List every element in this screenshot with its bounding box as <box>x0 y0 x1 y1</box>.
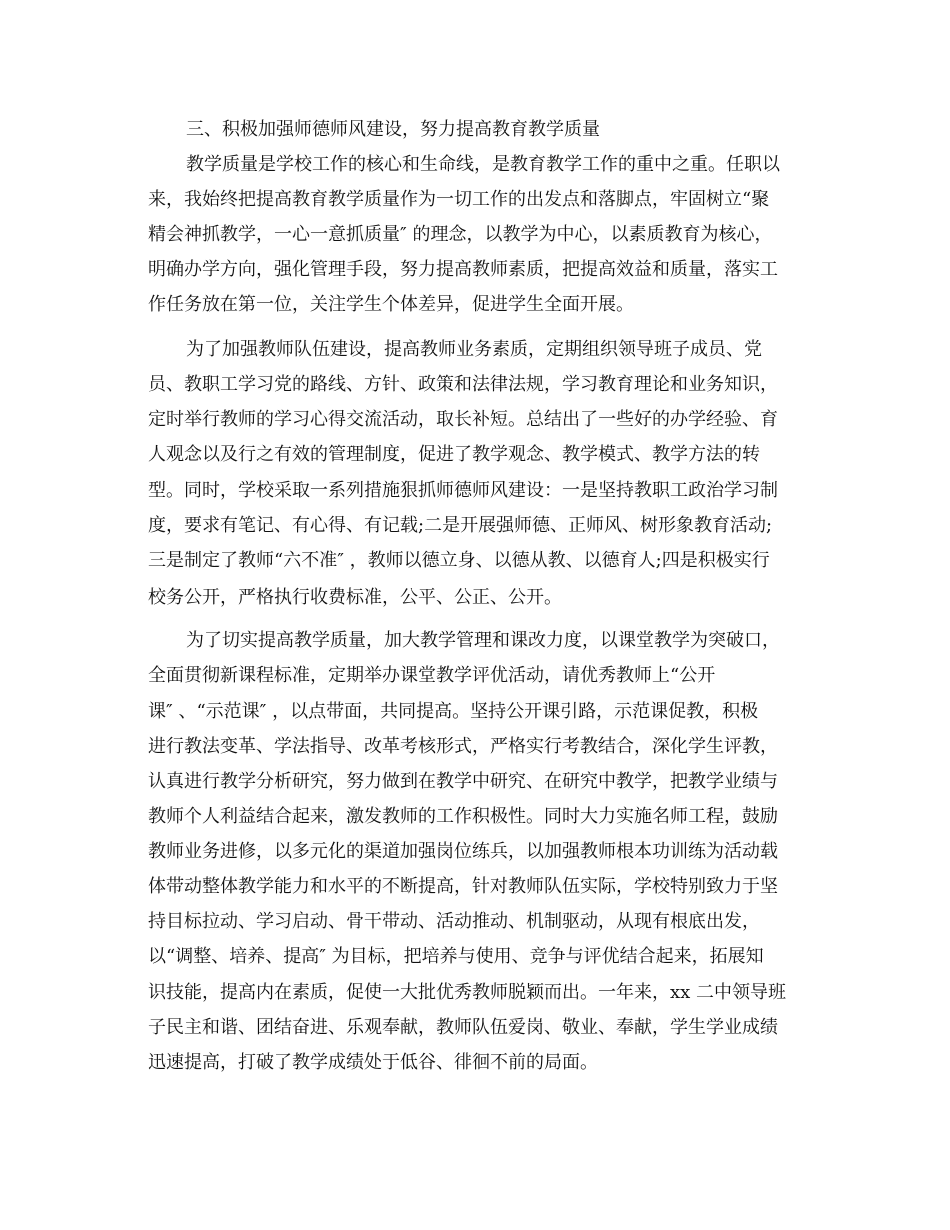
paragraph-3-line-11: 识技能，提高内在素质，促使一大批优秀教师脱颖而出。一年来，xx 二中领导班 <box>148 982 787 1003</box>
paragraph-1-line-5: 作任务放在第一位，关注学生个体差异，促进学生全面开展。 <box>148 294 634 315</box>
paragraph-3-line-1: 为了切实提高教学质量，加大教学管理和课改力度，以课堂教学为突破口， <box>186 630 780 651</box>
paragraph-3-line-13: 迅速提高，打破了教学成绩处于低谷、徘徊不前的局面。 <box>148 1052 598 1073</box>
paragraph-3-line-5: 认真进行教学分析研究，努力做到在教学中研究、在研究中教学，把教学业绩与 <box>148 771 778 792</box>
paragraph-2-line-1: 为了加强教师队伍建设，提高教师业务素质，定期组织领导班子成员、党 <box>186 339 762 360</box>
paragraph-3-line-4: 进行教法变革、学法指导、改革考核形式，严格实行考教结合，深化学生评教， <box>148 736 778 757</box>
paragraph-3-line-12: 子民主和谐、团结奋进、乐观奉献，教师队伍爱岗、敬业、奉献，学生学业成绩 <box>148 1017 778 1038</box>
paragraph-3-line-9: 持目标拉动、学习启动、骨干带动、活动推动、机制驱动，从现有根底出发， <box>148 911 760 932</box>
paragraph-2-line-2: 员、教职工学习党的路线、方针、政策和法律法规，学习教育理论和业务知识， <box>148 374 778 395</box>
paragraph-1-line-4: 明确办学方向，强化管理手段，努力提高教师素质，把提高效益和质量，落实工 <box>148 259 778 280</box>
paragraph-2-line-4: 人观念以及行之有效的管理制度，促进了教学观念、教学模式、教学方法的转 <box>148 444 760 465</box>
paragraph-1-line-3: 精会神抓教学，一心一意抓质量″ 的理念，以教学为中心，以素质教育为核心， <box>148 224 773 245</box>
paragraph-2-line-8: 校务公开，严格执行收费标准，公平、公正、公开。 <box>148 587 562 608</box>
paragraph-3-line-2: 全面贯彻新课程标准，定期举办课堂教学评优活动，请优秀教师上“公开 <box>148 665 716 686</box>
paragraph-1-line-1: 教学质量是学校工作的核心和生命线，是教育教学工作的重中之重。任职以 <box>186 154 780 175</box>
paragraph-2-line-3: 定时举行教师的学习心得交流活动，取长补短。总结出了一些好的办学经验、育 <box>148 409 778 430</box>
paragraph-2-line-6: 度，要求有笔记、有心得、有记载;二是开展强师德、正师风、树形象教育活动; <box>148 515 773 536</box>
section-heading: 三、积极加强师德师风建设，努力提高教育教学质量 <box>186 119 600 140</box>
paragraph-2-line-5: 型。同时，学校采取一系列措施狠抓师德师风建设：一是坚持教职工政治学习制 <box>148 480 778 501</box>
paragraph-3-line-8: 体带动整体教学能力和水平的不断提高，针对教师队伍实际，学校特别致力于坚 <box>148 876 778 897</box>
paragraph-3-line-7: 教师业务进修，以多元化的渠道加强岗位练兵，以加强教师根本功训练为活动载 <box>148 841 778 862</box>
paragraph-3-line-6: 教师个人利益结合起来，激发教师的工作积极性。同时大力实施名师工程，鼓励 <box>148 806 778 827</box>
paragraph-2-line-7: 三是制定了教师“六不准″ ，教师以德立身、以德从教、以德育人;四是积极实行 <box>148 550 770 571</box>
paragraph-3-line-3: 课″ 、“示范课″ ，以点带面，共同提高。坚持公开课引路，示范课促教，积极 <box>148 701 759 722</box>
paragraph-1-line-2: 来，我始终把提高教育教学质量作为一切工作的出发点和落脚点，牢固树立“聚 <box>148 189 770 210</box>
paragraph-3-line-10: 以“调整、培养、提高″ 为目标，把培养与使用、竞争与评优结合起来，拓展知 <box>148 946 764 967</box>
